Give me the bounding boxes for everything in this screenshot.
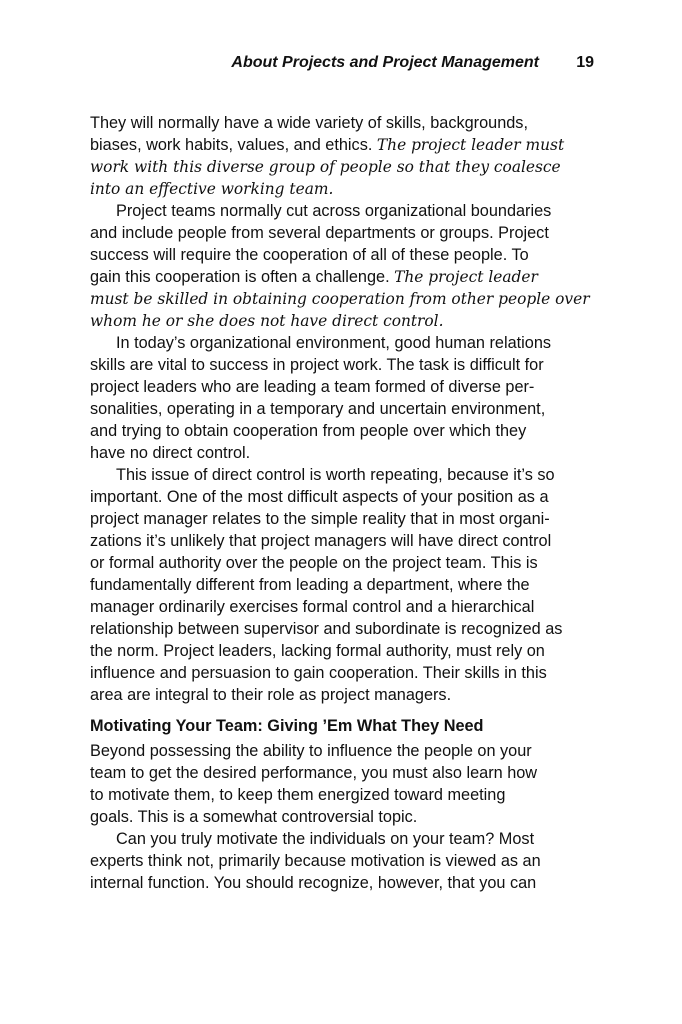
italic-text: work with this diverse group of people so that they coalesce <box>90 158 561 176</box>
running-header <box>90 54 596 76</box>
text-line: or formal authority over the people on the project team. This is <box>90 554 538 572</box>
text-line: internal function. You should recognize, however, that you can <box>90 874 537 892</box>
text-line: In today’s organizational environment, good human relations <box>116 334 552 352</box>
text-line <box>90 134 596 156</box>
text-line: goals. This is a somewhat controversial topic. <box>90 808 418 826</box>
text-line: This issue of direct control is worth repeating, because it’s so <box>116 466 555 484</box>
text-line: zations it’s unlikely that project managers will have direct control <box>90 532 552 550</box>
italic-text: The project leader must <box>376 136 565 154</box>
text-run: gain this cooperation is often a challenge. <box>90 268 395 286</box>
text-line: team to get the desired performance, you must also learn how <box>90 764 538 782</box>
italic-text: The project leader <box>394 268 538 286</box>
text-line: and include people from several departments or groups. Project <box>90 224 549 242</box>
text-line: influence and persuasion to gain cooperation. Their skills in this <box>90 664 547 682</box>
section-heading: Motivating Your Team: Giving ’Em What They Need <box>90 717 484 735</box>
italic-text: into an effective working team. <box>90 180 334 198</box>
page-number: 19 <box>576 54 594 71</box>
text-line: project leaders who are leading a team formed of diverse per- <box>90 378 535 396</box>
text-line: Beyond possessing the ability to influence the people on your <box>90 742 532 760</box>
text-line <box>90 310 596 332</box>
text-line: important. One of the most difficult aspects of your position as a <box>90 488 549 506</box>
text-line <box>90 178 596 200</box>
italic-text: must be skilled in obtaining cooperation from other people over <box>90 290 590 308</box>
italic-text: whom he or she does not have direct control. <box>90 312 444 330</box>
text-line <box>90 288 596 310</box>
text-line: and trying to obtain cooperation from people over which they <box>90 422 527 440</box>
text-line: They will normally have a wide variety of skills, backgrounds, <box>90 114 528 132</box>
text-line <box>90 266 596 288</box>
paragraph-4 <box>90 464 596 706</box>
text-line: experts think not, primarily because motivation is viewed as an <box>90 852 541 870</box>
running-head-title: About Projects and Project Management <box>231 54 539 71</box>
text-line: manager ordinarily exercises formal control and a hierarchical <box>90 598 535 616</box>
text-line: Project teams normally cut across organizational boundaries <box>116 202 552 220</box>
text-line <box>90 156 596 178</box>
text-line: project manager relates to the simple reality that in most organi- <box>90 510 550 528</box>
text-line: Can you truly motivate the individuals on your team? Most <box>116 830 535 848</box>
body-text <box>90 112 596 894</box>
text-line: relationship between supervisor and subordinate is recognized as <box>90 620 563 638</box>
text-line: the norm. Project leaders, lacking formal authority, must rely on <box>90 642 545 660</box>
text-line: area are integral to their role as project managers. <box>90 686 452 704</box>
text-line: sonalities, operating in a temporary and uncertain environment, <box>90 400 546 418</box>
paragraph-5 <box>90 740 596 828</box>
text-line: skills are vital to success in project work. The task is difficult for <box>90 356 544 374</box>
text-line: success will require the cooperation of all of these people. To <box>90 246 529 264</box>
paragraph-3 <box>90 332 596 464</box>
text-run: biases, work habits, values, and ethics. <box>90 136 377 154</box>
paragraph-1 <box>90 112 596 200</box>
text-line: fundamentally different from leading a department, where the <box>90 576 530 594</box>
text-line: have no direct control. <box>90 444 251 462</box>
text-line: to motivate them, to keep them energized toward meeting <box>90 786 506 804</box>
paragraph-6 <box>90 828 596 894</box>
paragraph-2 <box>90 200 596 332</box>
